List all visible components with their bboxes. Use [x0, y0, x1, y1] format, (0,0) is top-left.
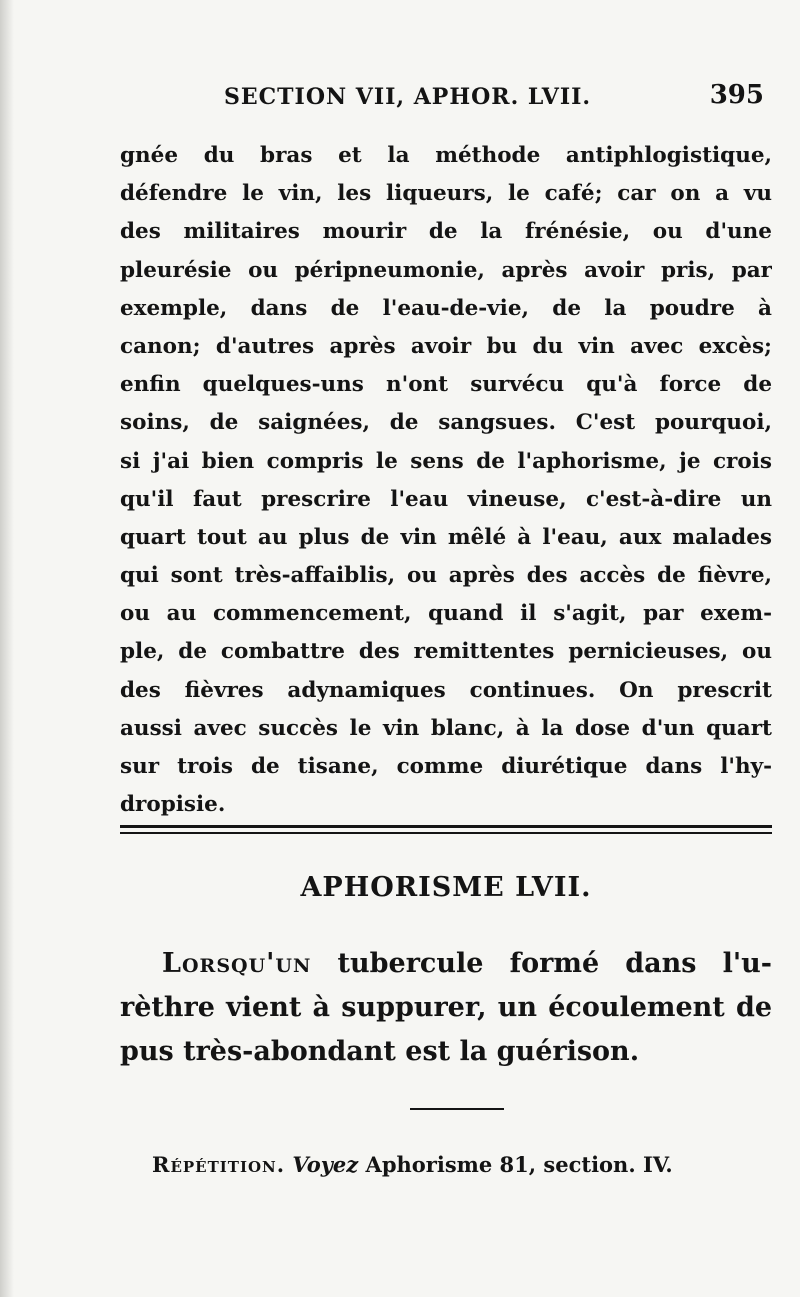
text-line: défendre le vin, les liqueurs, le café; car on a vu	[120, 181, 772, 207]
short-divider	[410, 1108, 504, 1110]
aphorism-line	[120, 942, 772, 986]
text-line: exemple, dans de l'eau-de-vie, de la poudre à	[120, 295, 772, 321]
text-line: sur trois de tisane, comme diurétique dans l'hy-	[120, 754, 772, 779]
text-line: aussi avec succès le vin blanc, à la dose d'un quart	[120, 715, 772, 741]
text-line: quart tout au plus de vin mêlé à l'eau, aux malades	[120, 524, 772, 550]
repetition-reference: Aphorisme 81, section. IV.	[365, 1152, 673, 1177]
running-head-title: SECTION VII, APHOR. LVII.	[224, 84, 592, 110]
text-line: dropisie.	[120, 792, 226, 818]
section-divider	[120, 825, 772, 834]
aphorism-line-text: tubercule formé dans l'u-	[337, 948, 772, 979]
running-head	[120, 80, 764, 124]
repetition-note	[152, 1152, 764, 1177]
text-line: gnée du bras et la méthode antiphlogistique,	[120, 143, 772, 168]
page-number: 395	[709, 80, 764, 110]
text-line: ple, de combattre des remittentes pernicieuses, ou	[120, 639, 772, 665]
repetition-voyez: Voyez	[292, 1152, 359, 1177]
aphorism-line: pus très-abondant est la guérison.	[120, 1036, 640, 1067]
text-line: ou au commencement, quand il s'agit, par exem-	[120, 601, 772, 627]
text-line: pleurésie ou péripneumonie, après avoir pris, par	[120, 257, 772, 283]
text-line: qu'il faut prescrire l'eau vineuse, c'est-à-dire un	[120, 486, 772, 512]
repetition-label: Répétition.	[152, 1152, 286, 1177]
text-line: canon; d'autres après avoir bu du vin avec excès;	[120, 333, 772, 359]
text-line: enfin quelques-uns n'ont survécu qu'à force de	[120, 372, 772, 398]
commentary-text	[120, 137, 772, 824]
text-line: des fièvres adynamiques continues. On prescrit	[120, 677, 772, 703]
text-line: des militaires mourir de la frénésie, ou d'une	[120, 219, 772, 245]
aphorism-lead-word: Lorsqu'un	[162, 948, 312, 979]
aphorism-text	[120, 942, 772, 1074]
aphorism-line: rèthre vient à suppurer, un écoulement de	[120, 992, 772, 1023]
text-line: soins, de saignées, de sangsues. C'est pourquoi,	[120, 410, 772, 436]
text-line: qui sont très-affaiblis, ou après des accès de fièvre,	[120, 563, 772, 589]
aphorism-heading: APHORISME LVII.	[300, 872, 592, 903]
text-line: si j'ai bien compris le sens de l'aphorisme, je crois	[120, 448, 772, 474]
